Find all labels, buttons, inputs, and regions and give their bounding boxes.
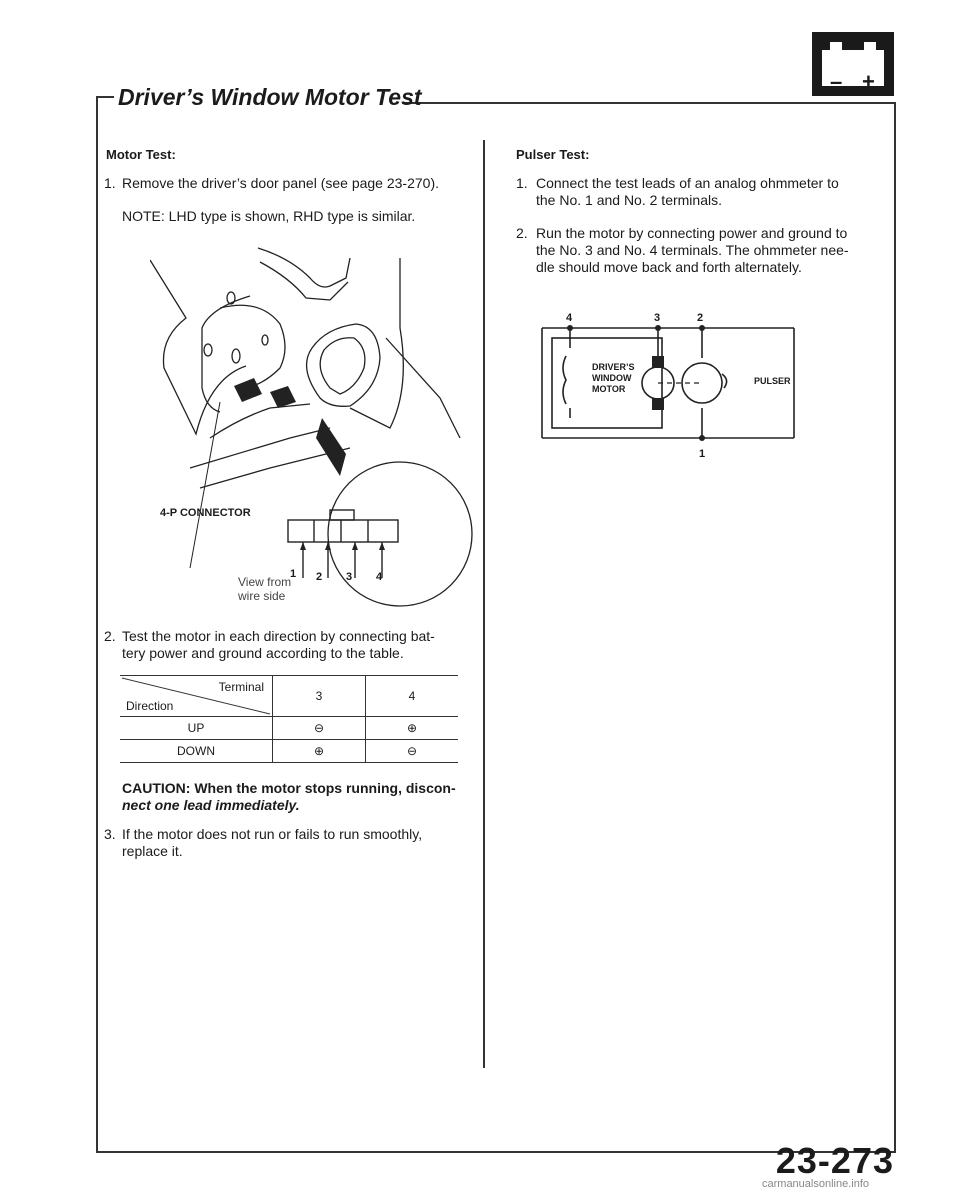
pulser-step2-line3: dle should move back and forth alternately.: [536, 259, 802, 275]
frame-right-border: [894, 102, 896, 1152]
step3-line2: replace it.: [122, 843, 183, 859]
battery-minus-sign: –: [830, 69, 843, 94]
step3-number: 3.: [104, 826, 116, 842]
step1-text: Remove the driver’s door panel (see page 23-270).: [122, 175, 440, 191]
terminal-table: [120, 675, 458, 763]
pin-2-label: 2: [316, 571, 323, 583]
pulser-step1-line1: Connect the test leads of an analog ohmmeter to: [536, 175, 839, 191]
connector-label: 4-P CONNECTOR: [160, 507, 251, 519]
terminal-1-label: 1: [699, 448, 706, 460]
pulser-step2-number: 2.: [516, 225, 528, 241]
caution-line2: nect one lead immediately.: [122, 797, 300, 813]
row-terminal-3: ⊖: [273, 717, 366, 740]
pin-1-label: 1: [290, 568, 297, 580]
page-number: 23-273: [775, 1140, 894, 1181]
header-col-3: 3: [273, 676, 366, 717]
table-row: [120, 740, 458, 763]
column-divider: [483, 140, 485, 1068]
header-direction: Direction: [126, 699, 174, 713]
caution-line1: CAUTION: When the motor stops running, discon-: [122, 780, 456, 796]
pulser-step1-number: 1.: [516, 175, 528, 191]
pulser-label: PULSER: [754, 376, 791, 386]
table-header-row: [120, 676, 458, 717]
header-col-4: 4: [366, 676, 459, 717]
motor-test-heading: Motor Test:: [106, 147, 176, 162]
motor-label-1: DRIVER’S: [592, 362, 635, 372]
battery-icon: [812, 32, 894, 96]
watermark-text: carmanualsonline.info: [762, 1178, 870, 1190]
header-terminal: Terminal: [218, 680, 264, 694]
frame-left-border: [96, 96, 98, 1152]
step2-line2: tery power and ground according to the table.: [122, 645, 404, 661]
view-from-label: View from: [238, 575, 292, 589]
pulser-step2-line2: the No. 3 and No. 4 terminals. The ohmmeter nee-: [536, 242, 849, 258]
step3-line1: If the motor does not run or fails to run smoothly,: [122, 826, 423, 842]
pulser-test-heading: Pulser Test:: [516, 147, 590, 162]
row-direction: DOWN: [120, 740, 273, 763]
row-terminal-4: ⊖: [366, 740, 459, 763]
table-corner-cell: [120, 676, 273, 717]
wire-side-label: wire side: [238, 589, 286, 603]
door-connector-illustration: [150, 238, 480, 608]
note-text: NOTE: LHD type is shown, RHD type is similar.: [122, 208, 416, 224]
row-direction: UP: [120, 717, 273, 740]
frame-left-tick: [96, 96, 114, 98]
pulser-step1-line2: the No. 1 and No. 2 terminals.: [536, 192, 722, 208]
step2-number: 2.: [104, 628, 116, 644]
step1-number: 1.: [104, 175, 116, 191]
frame-top-border: [402, 102, 896, 104]
row-terminal-3: ⊕: [273, 740, 366, 763]
row-terminal-4: ⊕: [366, 717, 459, 740]
table-row: [120, 717, 458, 740]
battery-plus-sign: +: [862, 69, 875, 94]
page-title: Driver’s Window Motor Test: [118, 84, 422, 110]
step2-line1: Test the motor in each direction by connecting bat-: [122, 628, 435, 644]
terminal-4-label: 4: [566, 312, 573, 324]
motor-label-2: WINDOW: [592, 373, 632, 383]
motor-label-3: MOTOR: [592, 384, 626, 394]
terminal-2-label: 2: [697, 312, 704, 324]
pulser-step2-line1: Run the motor by connecting power and ground to: [536, 225, 848, 241]
terminal-3-label: 3: [654, 312, 661, 324]
pin-4-label: 4: [376, 571, 383, 583]
pin-3-label: 3: [346, 571, 353, 583]
